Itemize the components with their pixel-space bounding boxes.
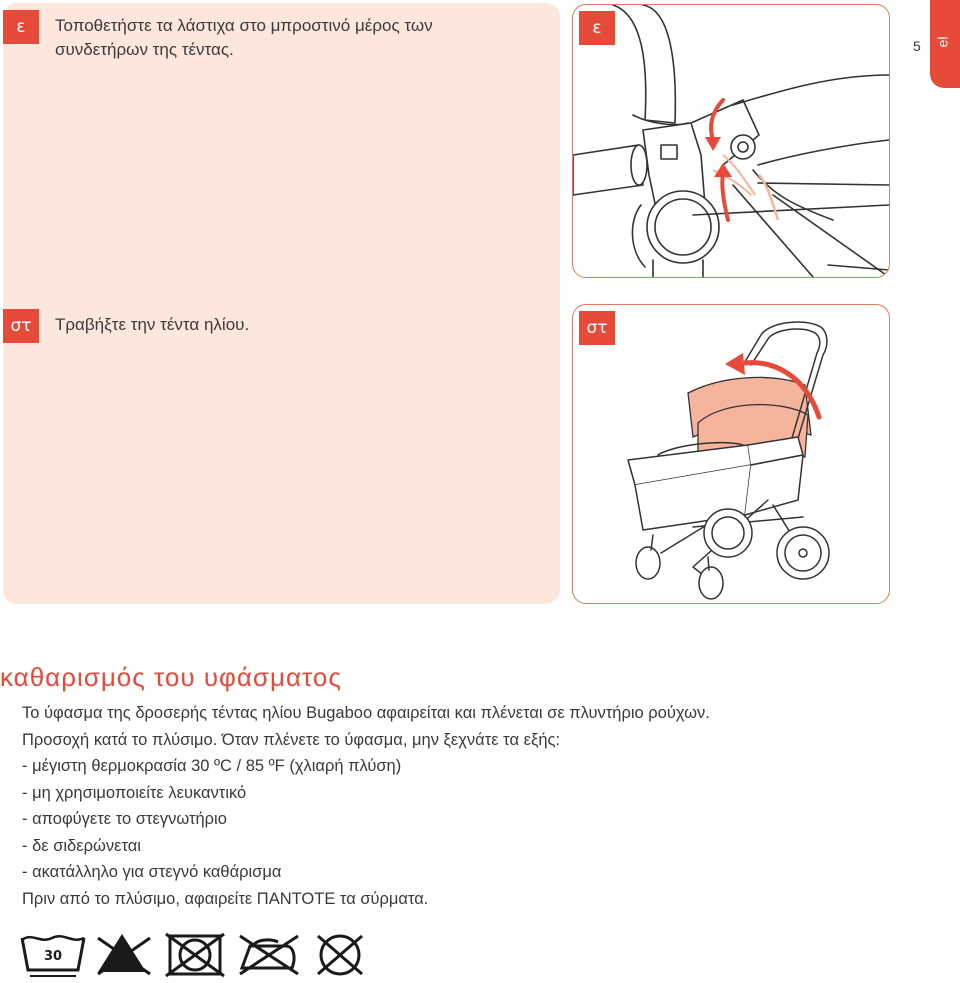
language-tab-label: el xyxy=(934,36,951,48)
canopy-clip-illustration xyxy=(573,5,889,277)
instructions-panel xyxy=(3,3,560,604)
figure-stroller-canopy xyxy=(572,304,890,604)
no-dry-clean-icon xyxy=(318,936,362,974)
care-symbols xyxy=(18,930,378,978)
body-line: - μέγιστη θερμοκρασία 30 ºC / 85 ºF (χλιαρή πλύση) xyxy=(22,757,402,775)
wash-30-gentle-icon xyxy=(22,936,84,976)
body-line: - ακατάλληλο για στεγνό καθάρισμα xyxy=(22,863,282,881)
language-tab xyxy=(930,0,960,88)
body-line: - δε σιδερώνεται xyxy=(22,836,141,855)
step-badge-e: ε xyxy=(3,10,39,44)
figure-badge-st: στ xyxy=(579,311,615,345)
no-tumble-dry-icon xyxy=(166,934,224,976)
step-text-line: Τοποθετήστε τα λάστιχα στο μπροστινό μέρος των xyxy=(55,16,433,35)
no-iron-icon xyxy=(240,936,298,974)
step-text-st xyxy=(55,313,249,337)
figure-badge-e: ε xyxy=(579,11,615,45)
section-title: καθαρισμός του υφάσματος xyxy=(0,662,342,692)
body-line: Το ύφασμα της δροσερής τέντας ηλίου Bugaboo αφαιρείται και πλένεται σε πλυντήριο ρούχων. xyxy=(22,704,710,722)
figure-canopy-clip xyxy=(572,4,890,278)
step-text-e xyxy=(55,14,433,62)
step-text-line: Τραβήξτε την τέντα ηλίου. xyxy=(55,315,250,334)
step-text-line: συνδετήρων της τέντας. xyxy=(55,40,234,59)
body-line: Πριν από το πλύσιμο, αφαιρείτε ΠΑΝΤΟΤΕ τα σύρματα. xyxy=(22,889,429,908)
wash-temp-label: 30 xyxy=(43,949,63,964)
stroller-illustration xyxy=(573,305,889,603)
page-number: 5 xyxy=(913,38,921,54)
body-line: - μη χρησιμοποιείτε λευκαντικό xyxy=(22,783,247,802)
body-line: Προσοχή κατά το πλύσιμο. Όταν πλένετε το ύφασμα, μην ξεχνάτε τα εξής: xyxy=(22,730,561,749)
step-badge-st: στ xyxy=(3,309,39,343)
section-body xyxy=(22,700,952,912)
body-line: - αποφύγετε το στεγνωτήριο xyxy=(22,810,227,828)
no-bleach-icon xyxy=(98,934,150,974)
